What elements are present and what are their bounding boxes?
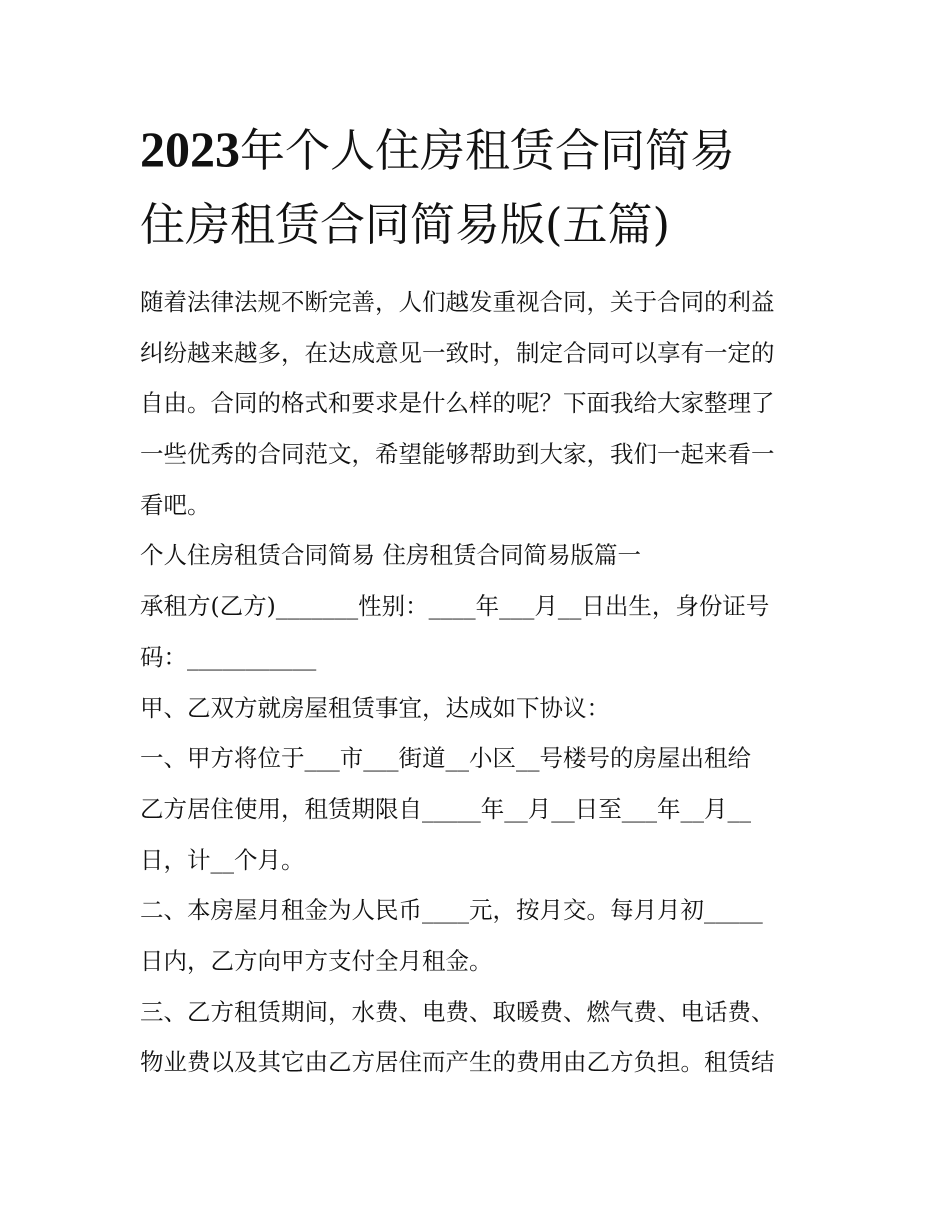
clause-line: 乙方居住使用，租赁期限自_____年__月__日至___年__月__ — [140, 794, 751, 823]
title-line-1 — [140, 112, 820, 188]
document-body — [140, 277, 820, 1088]
document-title — [140, 112, 820, 262]
clause-line: 日内，乙方向甲方支付全月租金。 — [140, 946, 493, 975]
clause-line: 三、乙方租赁期间，水费、电费、取暖费、燃气费、电话费、 — [140, 997, 775, 1026]
clause-line: 物业费以及其它由乙方居住而产生的费用由乙方负担。租赁结 — [140, 1048, 775, 1077]
intro-line: 纠纷越来越多，在达成意见一致时，制定合同可以享有一定的 — [140, 338, 775, 367]
intro-line: 一些优秀的合同范文，希望能够帮助到大家，我们一起来看一 — [140, 440, 775, 469]
clause-line: 一、甲方将位于___市___街道__小区__号楼号的房屋出租给 — [140, 744, 751, 773]
title-year: 2023 — [140, 121, 240, 177]
contract-line: 甲、乙双方就房屋租赁事宜，达成如下协议： — [140, 693, 610, 722]
title-line-1-text: 年个人住房租赁合同简易 — [240, 124, 736, 177]
clause-line: 日，计__个月。 — [140, 845, 305, 874]
intro-line: 看吧。 — [140, 490, 211, 519]
contract-line: 承租方(乙方)_______性别：____年___月__日出生，身份证号 — [140, 592, 770, 621]
contract-line: 码：___________ — [140, 642, 317, 671]
intro-line: 自由。合同的格式和要求是什么样的呢？下面我给大家整理了 — [140, 389, 775, 418]
section-heading: 个人住房租赁合同简易 住房租赁合同简易版篇一 — [140, 541, 641, 570]
clause-line: 二、本房屋月租金为人民币____元，按月交。每月月初_____ — [140, 896, 763, 925]
title-line-2: 住房租赁合同简易版(五篇) — [140, 198, 671, 251]
intro-line: 随着法律法规不断完善，人们越发重视合同，关于合同的利益 — [140, 288, 775, 316]
